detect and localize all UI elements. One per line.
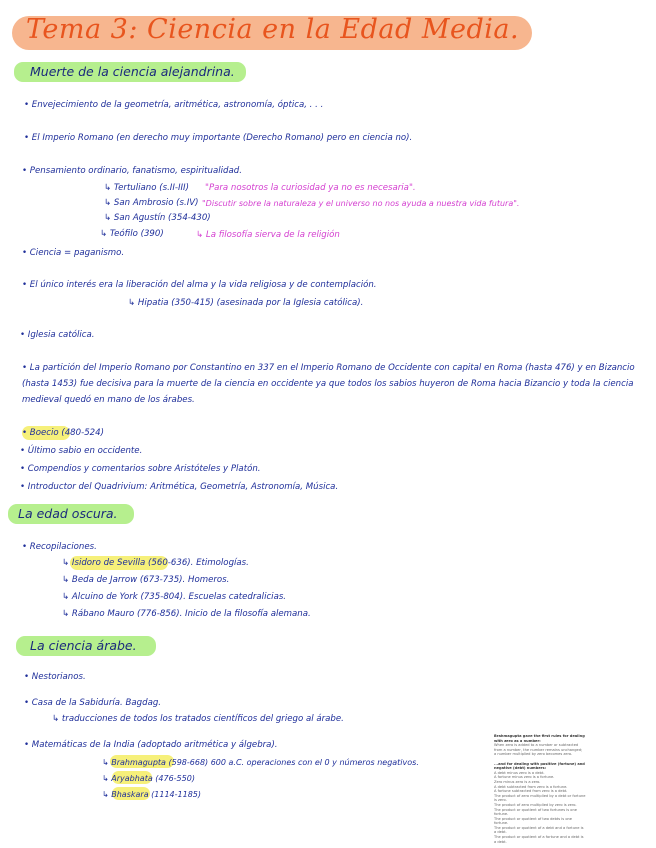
notes-line: The product or quotient of a debt and a fortune is a debt. (494, 825, 584, 835)
notes-line: The product of zero multiplied by a debt or fortune is zero. (494, 793, 586, 803)
notes-line: A fortune subtracted from zero is a debt. (494, 789, 568, 794)
bullet-envejecimiento: • Envejecimiento de la geometría, aritmética, astronomía, óptica, . . . (24, 100, 324, 110)
pasted-notes-image (494, 734, 586, 844)
notes-title: Brahmagupta gave the first rules for dealing with zero as a number: (494, 734, 585, 743)
sub-alcuino: ↳ Alcuino de York (735-804). Escuelas catedralicias. (62, 592, 287, 602)
notes-line: Zero minus zero is a zero. (494, 779, 541, 784)
notes-line: A debt subtracted from zero is a fortune. (494, 784, 568, 789)
section-heading-oscura: La edad oscura. (18, 506, 118, 521)
notes-line: A debt minus zero is a debt. (494, 770, 545, 775)
notes-line: The product of zero multiplied by zero is zero. (494, 802, 577, 807)
bullet-boecio: • Boecio (480-524) (22, 428, 104, 438)
sub-isidoro: ↳ Isidoro de Sevilla (560-636). Etimologías. (62, 558, 249, 568)
bullet-iglesia: • Iglesia católica. (20, 330, 95, 340)
section-heading-alejandrina: Muerte de la ciencia alejandrina. (30, 64, 235, 79)
sub-beda: ↳ Beda de Jarrow (673-735). Homeros. (62, 575, 230, 585)
page-title: Tema 3: Ciencia en la Edad Media. (26, 14, 520, 45)
bullet-ciencia-paganismo: • Ciencia = paganismo. (22, 248, 125, 258)
bullet-recopilaciones: • Recopilaciones. (22, 542, 97, 552)
sub-tertuliano: ↳ Tertuliano (s.II-III) (104, 183, 189, 193)
sub-teofilo: ↳ Teófilo (390) (100, 229, 164, 239)
sub-brahmagupta: ↳ Brahmagupta (598-668) 600 a.C. operaciones con el 0 y números negativos. (102, 758, 419, 767)
section-heading-arabe: La ciencia árabe. (30, 638, 137, 653)
notes-subtitle: ...and for dealing with positive (fortune) and negative (debt) numbers: (494, 761, 585, 771)
bullet-quadrivium: • Introductor del Quadrivium: Aritmética, Geometría, Astronomía, Música. (20, 482, 339, 492)
paragraph-particion: • La partición del Imperio Romano por Constantino en 337 en el Imperio Romano de Occidente con capital en Roma (hasta 476) y en Bizancio (hasta 1453) fue decisiva para la muerte de la ciencia en occidente ya que todos los sabios huyeron de Roma hacia Bizancio y toda la ciencia medieval quedó en mano de los árabes. (22, 363, 635, 405)
bullet-nestorianos: • Nestorianos. (24, 672, 86, 682)
sub-agustin: ↳ San Agustín (354-430) (104, 213, 211, 223)
sub-aryabhata: ↳ Aryabhata (476-550) (102, 774, 195, 783)
notes-line: The product or quotient of a fortune and a debt is a debt. (494, 835, 584, 844)
note-teofilo: ↳ La filosofía sierva de la religión (196, 230, 340, 240)
quote-ambrosio: "Discutir sobre la naturaleza y el universo no nos ayuda a nuestra vida futura". (202, 199, 520, 208)
bullet-ultimo-sabio: • Último sabio en occidente. (20, 446, 143, 456)
notes-line: When zero is added to a number or subtracted (494, 743, 579, 748)
bullet-unico-interes: • El único interés era la liberación del alma y la vida religiosa y de contemplación. (22, 280, 377, 290)
quote-tertuliano: "Para nosotros la curiosidad ya no es necesaria". (205, 183, 416, 193)
bullet-pensamiento: • Pensamiento ordinario, fanatismo, espiritualidad. (22, 166, 242, 176)
sub-traducciones: ↳ traducciones de todos los tratados científicos del griego al árabe. (52, 714, 344, 724)
sub-rabano: ↳ Rábano Mauro (776-856). Inicio de la filosofía alemana. (62, 609, 311, 619)
sub-ambrosio: ↳ San Ambrosio (s.IV) (104, 198, 199, 208)
notes-line: A fortune minus zero is a fortune. (494, 775, 555, 780)
bullet-compendios: • Compendios y comentarios sobre Aristóteles y Platón. (20, 464, 261, 474)
bullet-casa-sabiduria: • Casa de la Sabiduría. Bagdag. (24, 698, 162, 708)
sub-hipatia: ↳ Hipatia (350-415) (asesinada por la Iglesia católica). (128, 298, 364, 308)
sub-bhaskara: ↳ Bhaskara (1114-1185) (102, 790, 201, 799)
bullet-matematicas-india: • Matemáticas de la India (adoptado aritmética y álgebra). (24, 740, 278, 750)
notes-line: The product or quotient of two fortunes is one fortune. (494, 807, 577, 817)
notes-line: The product or quotient of two debts is one fortune. (494, 816, 573, 826)
notes-line: a number multiplied by zero becomes zero. (494, 752, 573, 757)
bullet-imperio-romano: • El Imperio Romano (en derecho muy importante (Derecho Romano) pero en ciencia no). (24, 133, 413, 143)
notes-line: from a number, the number remains unchanged; (494, 747, 583, 752)
